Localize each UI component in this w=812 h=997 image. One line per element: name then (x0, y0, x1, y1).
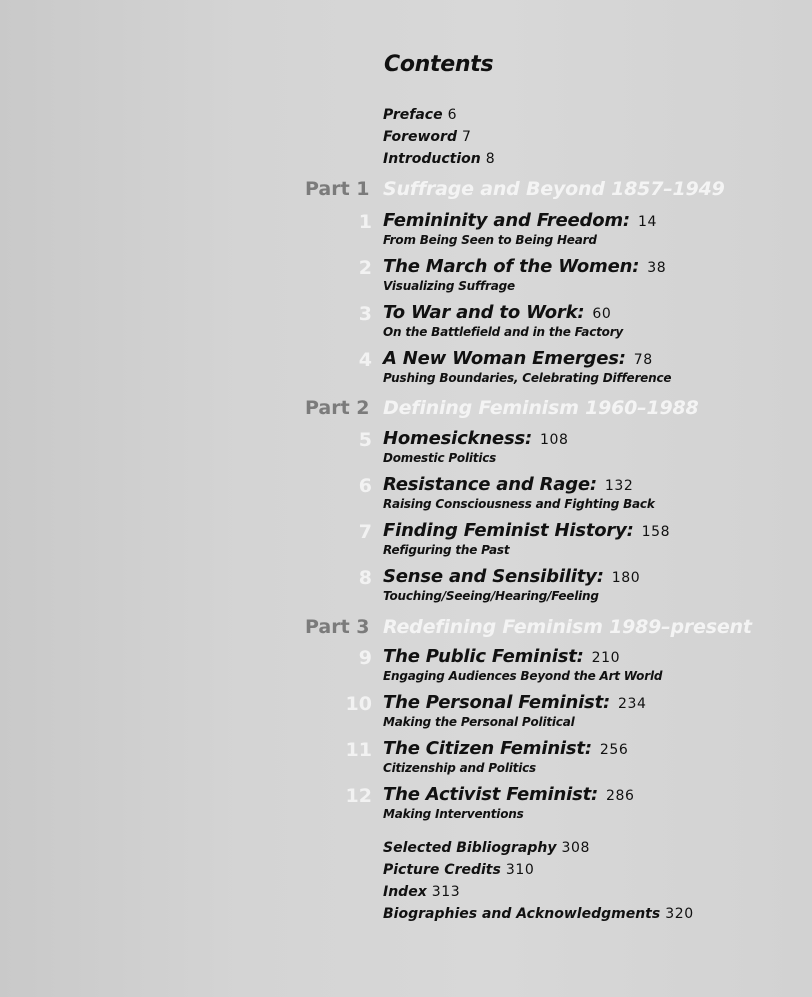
back-matter-list (383, 838, 694, 926)
chapter-entry-10[interactable] (340, 692, 760, 732)
entry-label: Index (383, 884, 427, 900)
chapter-entry-6[interactable] (340, 474, 760, 514)
chapter-number: 4 (358, 349, 372, 371)
chapter-page: 286 (606, 788, 635, 804)
page-title: Contents (384, 52, 494, 77)
chapter-page: 78 (633, 352, 653, 368)
chapter-page: 180 (611, 570, 641, 586)
entry-label: Biographies and Acknowledgments (383, 906, 661, 922)
chapter-subtitle: Touching/Seeing/Hearing/Feeling (383, 589, 599, 603)
chapter-subtitle: Visualizing Suffrage (383, 279, 515, 293)
chapter-subtitle: Raising Consciousness and Fighting Back (383, 497, 655, 511)
part-heading-1 (305, 178, 725, 204)
chapter-subtitle: Refiguring the Past (383, 543, 510, 557)
toc-entry-introduction[interactable] (383, 149, 495, 171)
chapter-title: The March of the Women: (383, 256, 640, 277)
chapter-title: Finding Feminist History: (383, 520, 634, 541)
chapter-entry-11[interactable] (340, 738, 760, 778)
chapter-entry-12[interactable] (340, 784, 760, 824)
chapter-number: 5 (358, 429, 372, 451)
chapter-page: 210 (591, 650, 621, 666)
chapter-subtitle: Making Interventions (383, 807, 524, 821)
chapter-entry-9[interactable] (340, 646, 760, 686)
chapter-page: 14 (637, 214, 657, 230)
chapter-subtitle: Domestic Politics (383, 451, 497, 465)
entry-page: 6 (447, 107, 458, 123)
chapter-number: 7 (358, 521, 372, 543)
chapter-title: A New Woman Emerges: (383, 348, 626, 369)
entry-page: 320 (665, 906, 694, 922)
chapter-number: 9 (358, 647, 372, 669)
chapter-title: The Activist Feminist: (383, 784, 599, 805)
chapter-title: To War and to Work: (383, 302, 585, 323)
entry-label: Introduction (383, 151, 481, 167)
toc-entry-foreword[interactable] (383, 127, 495, 149)
entry-page: 308 (561, 840, 590, 856)
part-title: Defining Feminism 1960–1988 (383, 397, 699, 419)
chapter-title: The Personal Feminist: (383, 692, 610, 713)
part-title: Redefining Feminism 1989–present (383, 616, 752, 638)
chapter-page: 132 (604, 478, 634, 494)
chapter-number: 8 (358, 567, 372, 589)
chapter-number: 11 (345, 739, 372, 761)
chapter-entry-3[interactable] (340, 302, 760, 342)
chapter-entry-4[interactable] (340, 348, 760, 388)
chapter-title: The Public Feminist: (383, 646, 584, 667)
chapter-page: 108 (539, 432, 569, 448)
part-heading-2 (305, 397, 699, 423)
chapter-page: 158 (641, 524, 671, 540)
entry-page: 8 (485, 151, 496, 167)
chapter-entry-5[interactable] (340, 428, 760, 468)
chapter-page: 256 (599, 742, 629, 758)
chapter-subtitle: Pushing Boundaries, Celebrating Difference (383, 371, 672, 385)
part-label: Part 3 (305, 616, 370, 638)
entry-label: Preface (383, 107, 443, 123)
chapter-number: 3 (358, 303, 372, 325)
chapter-number: 12 (345, 785, 372, 807)
chapter-title: Sense and Sensibility: (383, 566, 604, 587)
chapter-entry-1[interactable] (340, 210, 760, 250)
chapter-title: Femininity and Freedom: (383, 210, 630, 231)
chapter-subtitle: Engaging Audiences Beyond the Art World (383, 669, 663, 683)
chapter-title: The Citizen Feminist: (383, 738, 592, 759)
chapter-entry-8[interactable] (340, 566, 760, 606)
part-heading-3 (305, 616, 752, 642)
front-matter-list (383, 105, 495, 171)
part-label: Part 1 (305, 178, 370, 200)
chapter-number: 2 (358, 257, 372, 279)
part-title: Suffrage and Beyond 1857–1949 (383, 178, 725, 200)
chapter-page: 38 (647, 260, 667, 276)
toc-entry-picture-credits[interactable] (383, 860, 694, 882)
entry-label: Selected Bibliography (383, 840, 557, 856)
chapter-title: Homesickness: (383, 428, 532, 449)
chapter-subtitle: Citizenship and Politics (383, 761, 536, 775)
chapter-number: 10 (345, 693, 372, 715)
chapter-number: 6 (358, 475, 372, 497)
chapter-subtitle: From Being Seen to Being Heard (383, 233, 597, 247)
toc-entry-biographies[interactable] (383, 904, 694, 926)
toc-entry-preface[interactable] (383, 105, 495, 127)
entry-page: 7 (461, 129, 472, 145)
chapter-subtitle: Making the Personal Political (383, 715, 575, 729)
chapter-entry-7[interactable] (340, 520, 760, 560)
chapter-subtitle: On the Battlefield and in the Factory (383, 325, 624, 339)
toc-entry-bibliography[interactable] (383, 838, 694, 860)
toc-entry-index[interactable] (383, 882, 694, 904)
chapter-title: Resistance and Rage: (383, 474, 597, 495)
entry-page: 313 (431, 884, 461, 900)
part-label: Part 2 (305, 397, 370, 419)
chapter-entry-2[interactable] (340, 256, 760, 296)
chapter-number: 1 (358, 211, 372, 233)
entry-page: 310 (505, 862, 535, 878)
entry-label: Picture Credits (383, 862, 501, 878)
chapter-page: 60 (592, 306, 612, 322)
chapter-page: 234 (617, 696, 647, 712)
entry-label: Foreword (383, 129, 457, 145)
